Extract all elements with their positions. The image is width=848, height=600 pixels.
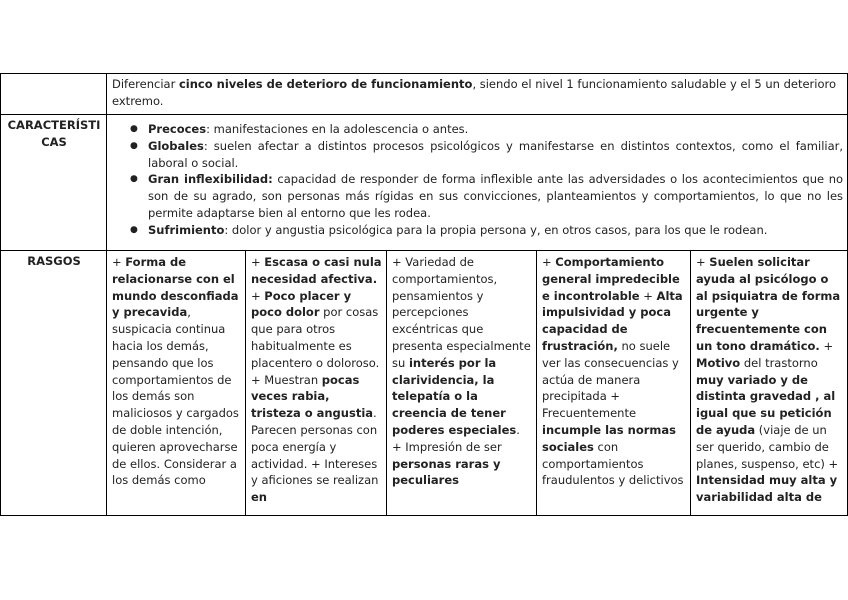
list-item-term: Precoces: [148, 122, 207, 136]
rasgos-row: [1, 251, 848, 516]
rasgo-text-segment: . + Impresión de ser: [392, 422, 520, 454]
list-item-text: suelen afectar a distintos procesos psicológicos y manifestarse en distintos contextos, como el familiar, laboral o social.: [148, 138, 844, 170]
rasgo-text-segment: en: [251, 490, 267, 505]
rasgo-text-segment: Poco placer y poco dolor: [251, 288, 352, 320]
list-item-text: dolor y angustia psicológica para la propia persona y, en otros casos, para los que le rodean.: [228, 222, 768, 237]
intro-cell: [107, 74, 848, 115]
caracteristicas-cell: [107, 115, 848, 251]
list-item: [148, 171, 843, 221]
rasgo-text-segment: , suspicacia continua hacia los demás, pensando que los comportamientos de los demás son maliciosos y cargados de doble intención, quieren aprovecharse de ellos. Considerar a los demás como: [112, 305, 239, 488]
rasgo-text-segment: Suelen solicitar ayuda al psicólogo o al psiquiatra de forma urgente y frecuentemente con un tono dramático.: [696, 255, 841, 353]
rasgo-text-segment: pocas veces rabia, tristeza o angustia: [251, 372, 374, 421]
rasgo-text-segment: interés por la clarividencia, la telepatía o la creencia de tener poderes especiales: [392, 355, 517, 437]
list-item-text: capacidad de responder de forma inflexible ante las adversidades o los acontecimientos que no son de su agrado, son personas más rígidas en sus convicciones, planteamientos y comportamientos, lo que no les permite adaptarse bien al entorno que les rodea.: [148, 172, 844, 220]
caracteristicas-label-line1: CARACTERÍSTI: [7, 118, 101, 132]
rasgo-cell-2: [246, 251, 387, 516]
rasgo-cell-5: [691, 251, 848, 516]
rasgo-text-segment: +: [251, 255, 265, 269]
rasgo-text-segment: +: [251, 288, 265, 303]
caracteristicas-list: [112, 121, 843, 239]
rasgo-text-segment: Comportamiento general impredecible e incontrolable: [542, 255, 680, 303]
rasgo-text-segment: Motivo: [696, 355, 741, 370]
intro-text-pre: Diferenciar: [112, 77, 179, 91]
list-item: [148, 138, 843, 172]
rasgo-text-segment: . Parecen personas con poca energía y actividad. + Intereses y aficiones se realizan: [251, 406, 379, 488]
intro-row: [1, 74, 848, 115]
intro-text-post: , siendo el nivel 1 funcionamiento saludable y el 5 un deterioro extremo.: [112, 77, 836, 108]
rasgo-text-segment: + Variedad de comportamientos, pensamientos y percepciones excéntricas que presenta especialmente su: [392, 255, 531, 370]
rasgo-text-segment: +: [112, 255, 126, 269]
rasgo-text-segment: del trastorno: [740, 355, 818, 370]
rasgo-text-segment: +: [819, 338, 834, 353]
rasgo-text-segment: (viaje de un ser querido, cambio de planes, suspenso, etc) +: [696, 422, 839, 471]
rasgo-text-segment: muy variado y de distinta gravedad , al igual que su petición de ayuda: [696, 372, 836, 437]
rasgo-text-segment: +: [696, 255, 710, 269]
rasgo-text-segment: +: [639, 288, 657, 303]
caracteristicas-row: [1, 115, 848, 251]
rasgo-text-segment: +: [542, 255, 556, 269]
rasgo-text-segment: incumple las normas sociales: [542, 422, 676, 454]
rasgo-text-segment: personas raras y peculiares: [392, 456, 501, 488]
rasgo-cell-1: [107, 251, 246, 516]
rasgo-text-segment: Intensidad muy alta y variabilidad alta de: [696, 473, 838, 505]
intro-label-cell: [1, 74, 107, 115]
rasgo-text-segment: con comportamientos fraudulentos y delictivos: [542, 439, 684, 488]
list-item: [148, 222, 843, 239]
list-item-sep: :: [203, 138, 208, 153]
list-item-sep: :: [224, 222, 229, 237]
rasgo-text-segment: Forma de relacionarse con el mundo desconfiada y precavida: [112, 255, 239, 320]
list-item-term: Sufrimiento: [148, 222, 225, 237]
list-item-sep: :: [206, 122, 210, 136]
rasgo-cell-3: [387, 251, 537, 516]
rasgo-text-segment: no suele ver las consecuencias y actúa de manera precipitada + Frecuentemente: [542, 338, 679, 421]
list-item-term: Globales: [148, 138, 204, 153]
document-table: [0, 73, 848, 516]
intro-text-bold: cinco niveles de deterioro de funcionamiento: [178, 77, 473, 91]
rasgo-text-segment: Alta impulsividad y poca capacidad de frustración,: [542, 288, 683, 353]
list-item-term: Gran inflexibilidad:: [148, 172, 273, 187]
rasgo-cell-4: [537, 251, 691, 516]
rasgo-text-segment: Escasa o casi nula necesidad afectiva.: [251, 255, 382, 286]
caracteristicas-label-line2: CAS: [41, 134, 67, 149]
rasgo-text-segment: por cosas que para otros habitualmente es placentero o doloroso. + Muestran: [251, 305, 380, 387]
caracteristicas-label: [1, 115, 107, 251]
list-item-text: manifestaciones en la adolescencia o antes.: [209, 122, 469, 136]
list-item: [148, 121, 843, 138]
rasgos-label: RASGOS: [1, 251, 107, 516]
